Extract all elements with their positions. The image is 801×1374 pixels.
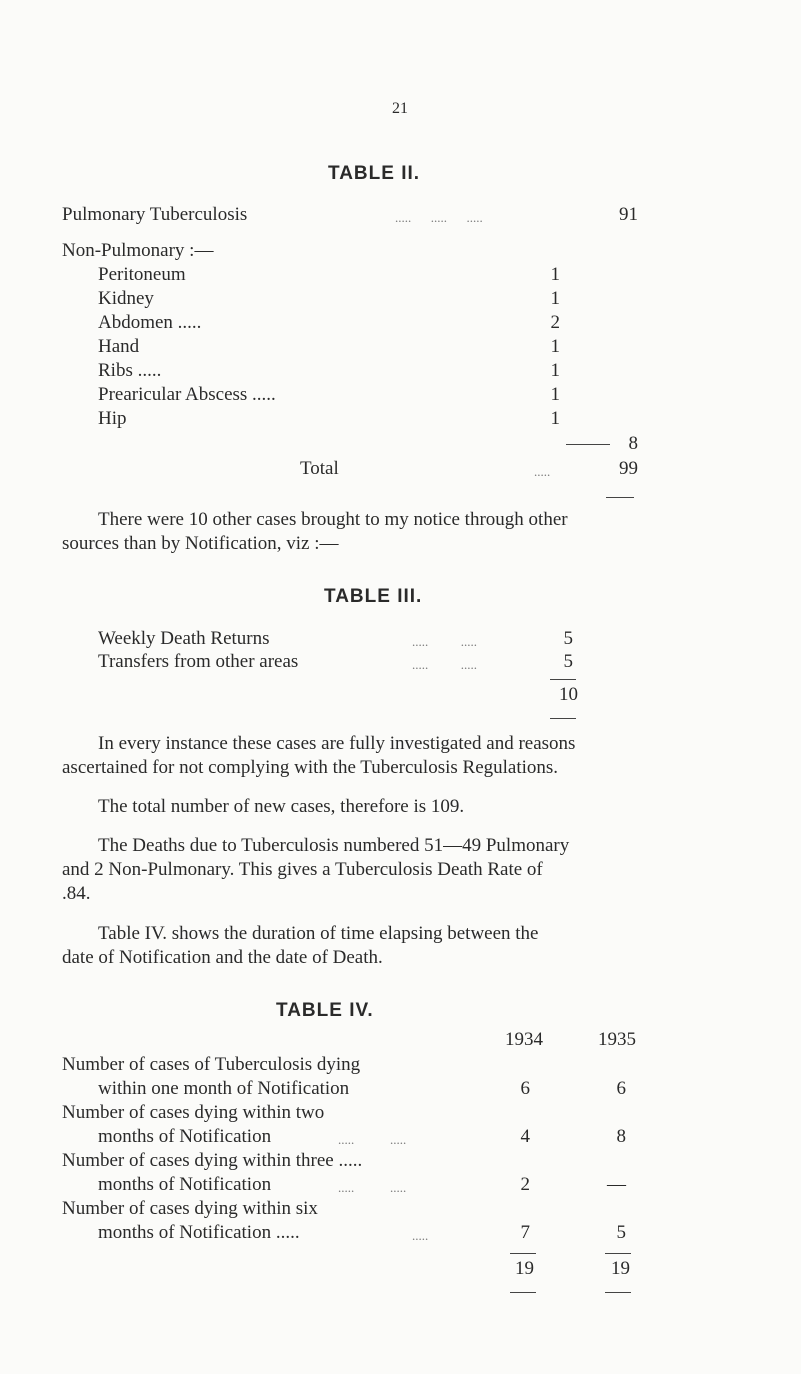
- table-4-value-1935: —: [607, 1174, 626, 1195]
- pulmonary-value: 91: [619, 204, 638, 225]
- paragraph-line: In every instance these cases are fully investigated and reasons: [98, 733, 576, 754]
- total-rule: [606, 497, 634, 498]
- table-3-heading: TABLE III.: [324, 586, 423, 607]
- sum-rule: [550, 679, 576, 680]
- table-4-total-1935: 19: [611, 1258, 630, 1279]
- table-3-row-value: 5: [563, 651, 573, 672]
- table-4-row-line1: Number of cases dying within six: [62, 1198, 318, 1219]
- total-label: Total: [300, 458, 339, 479]
- leader-dots: .....: [412, 1228, 429, 1243]
- paragraph-line: The Deaths due to Tuberculosis numbered 51—49 Pulmonary: [98, 835, 570, 856]
- table-4-row-line2: within one month of Notification: [98, 1078, 350, 1099]
- total-rule: [550, 718, 576, 719]
- leader-dots: ..... ..... .....: [395, 210, 483, 225]
- table-4-value-1934: 7: [520, 1222, 530, 1243]
- paragraph-line: sources than by Notification, viz :—: [62, 533, 339, 554]
- table-4-value-1935: 8: [616, 1126, 626, 1147]
- leader-dots: ..... .....: [412, 657, 477, 672]
- table-4-row-line2: months of Notification: [98, 1174, 272, 1195]
- table-2-row-label: Kidney: [98, 288, 154, 309]
- table-2-row-label: Hand: [98, 336, 140, 357]
- pulmonary-label: Pulmonary Tuberculosis: [62, 204, 248, 225]
- leader-dots: ..... .....: [338, 1132, 407, 1147]
- table-4-value-1935: 6: [616, 1078, 626, 1099]
- table-4-value-1935: 5: [616, 1222, 626, 1243]
- leader-dots: .....: [534, 464, 551, 479]
- leader-dots: ..... .....: [338, 1180, 407, 1195]
- table-4-value-1934: 4: [520, 1126, 530, 1147]
- nonpulmonary-subtotal: 8: [628, 433, 638, 454]
- table-2-row-value: 1: [550, 288, 560, 309]
- total-rule-1934: [510, 1292, 536, 1293]
- table-4-row-line1: Number of cases of Tuberculosis dying: [62, 1054, 361, 1075]
- table-2-row-label: Hip: [98, 408, 127, 429]
- total-rule-1935: [605, 1292, 631, 1293]
- table-4-row-line2: months of Notification .....: [98, 1222, 300, 1243]
- table-4-heading: TABLE IV.: [276, 1000, 374, 1021]
- sum-rule-1935: [605, 1253, 631, 1254]
- table-4-row-line1: Number of cases dying within three .....: [62, 1150, 363, 1171]
- nonpulmonary-label: Non-Pulmonary :—: [62, 240, 214, 261]
- table-2-row-value: 2: [550, 312, 560, 333]
- table-4-row-line2: months of Notification: [98, 1126, 272, 1147]
- table-2-row-label: Peritoneum: [98, 264, 186, 285]
- table-3-total: 10: [559, 684, 578, 705]
- paragraph-line: ascertained for not complying with the Tuberculosis Regulations.: [62, 757, 559, 778]
- table-3-row-label: Transfers from other areas: [98, 651, 299, 672]
- column-header-1934: 1934: [505, 1029, 543, 1050]
- table-2-row-label: Prearicular Abscess .....: [98, 384, 276, 405]
- table-2-row-value: 1: [550, 264, 560, 285]
- paragraph-line: date of Notification and the date of Death.: [62, 947, 383, 968]
- sum-rule-1934: [510, 1253, 536, 1254]
- table-4-total-1934: 19: [515, 1258, 534, 1279]
- table-3-row-label: Weekly Death Returns: [98, 628, 270, 649]
- table-2-total: 99: [619, 458, 638, 479]
- column-header-1935: 1935: [598, 1029, 636, 1050]
- paragraph-line: and 2 Non-Pulmonary. This gives a Tuberculosis Death Rate of: [62, 859, 543, 880]
- table-4-row-line1: Number of cases dying within two: [62, 1102, 325, 1123]
- leader-dots: ..... .....: [412, 634, 477, 649]
- page-number: 21: [392, 100, 408, 117]
- table-2-row-label: Abdomen .....: [98, 312, 202, 333]
- table-3-row-value: 5: [563, 628, 573, 649]
- table-4-value-1934: 6: [520, 1078, 530, 1099]
- paragraph-line: Table IV. shows the duration of time elapsing between the: [98, 923, 539, 944]
- paragraph-line: There were 10 other cases brought to my notice through other: [98, 509, 568, 530]
- table-2-row-value: 1: [550, 408, 560, 429]
- table-4-value-1934: 2: [520, 1174, 530, 1195]
- table-2-row-label: Ribs .....: [98, 360, 162, 381]
- paragraph-line: .84.: [62, 883, 91, 904]
- table-2-row-value: 1: [550, 360, 560, 381]
- table-2-heading: TABLE II.: [328, 163, 421, 184]
- table-2-row-value: 1: [550, 384, 560, 405]
- paragraph-line: The total number of new cases, therefore is 109.: [98, 796, 465, 817]
- table-2-row-value: 1: [550, 336, 560, 357]
